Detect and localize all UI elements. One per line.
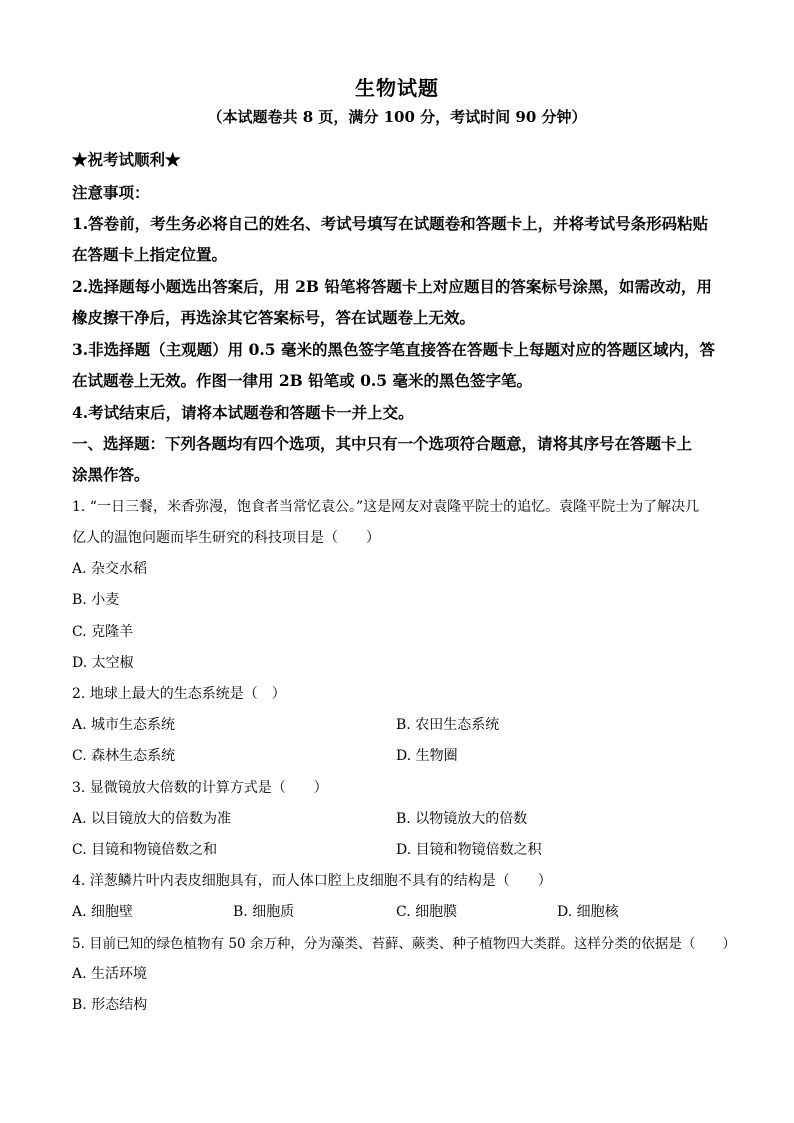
page-title: 生物试题 (355, 76, 439, 100)
question-1-option-c: C. 克隆羊 (72, 624, 134, 640)
question-2-stem: 2. 地球上最大的生态系统是（ ） (72, 686, 286, 702)
question-4-option-c: C. 细胞膜 (396, 904, 458, 920)
question-3-stem: 3. 显微镜放大倍数的计算方式是（ ） (72, 780, 328, 796)
question-4-option-d: D. 细胞核 (557, 904, 619, 920)
note-line: 在试题卷上无效。作图一律用 2B 铅笔或 0.5 毫米的黑色签字笔。 (72, 371, 532, 390)
note-line: 橡皮擦干净后，再选涂其它答案标号，答在试题卷上无效。 (72, 308, 476, 327)
question-1-option-b: B. 小麦 (72, 592, 120, 608)
note-line: 4.考试结束后，请将本试题卷和答题卡一并上交。 (72, 403, 414, 422)
question-5-option-a: A. 生活环境 (72, 966, 148, 982)
exam-info-subtitle: （本试题卷共 8 页，满分 100 分，考试时间 90 分钟） (207, 108, 587, 126)
good-luck-line: ★祝考试顺利★ (72, 150, 181, 169)
note-line: 1.答卷前，考生务必将自己的姓名、考试号填写在试题卷和答题卡上，并将考试号条形码粘贴 (72, 214, 709, 233)
question-2-option-c: C. 森林生态系统 (72, 748, 176, 764)
question-5-option-b: B. 形态结构 (72, 997, 148, 1013)
question-2-option-d: D. 生物圈 (396, 748, 458, 764)
question-3-option-b: B. 以物镜放大的倍数 (396, 811, 528, 827)
question-1-stem-cont: 亿人的温饱问题而毕生研究的科技项目是（ ） (72, 530, 380, 546)
question-4-option-a: A. 细胞壁 (72, 904, 134, 920)
question-2-option-a: A. 城市生态系统 (72, 717, 176, 733)
question-3-option-a: A. 以目镜放大的倍数为准 (72, 811, 232, 827)
note-line: 3.非选择题（主观题）用 0.5 毫米的黑色签字笔直接答在答题卡上每题对应的答题区域内，答 (72, 340, 715, 359)
question-1-stem: 1. “一日三餐，米香弥漫，饱食者当常忆袁公。”这是网友对袁隆平院士的追忆。袁隆平院士为了解决几 (72, 499, 700, 515)
section-heading-cont: 涂黑作答。 (72, 465, 150, 484)
question-4-option-b: B. 细胞质 (233, 904, 295, 920)
section-heading: 一、选择题：下列各题均有四个选项，其中只有一个选项符合题意，请将其序号在答题卡上 (72, 434, 693, 453)
question-5-stem: 5. 目前已知的绿色植物有 50 余万种，分为藻类、苔藓、蕨类、种子植物四大类群。这样分类的依据是（ ） (72, 936, 736, 952)
question-1-option-d: D. 太空椒 (72, 655, 134, 671)
note-line: 2.选择题每小题选出答案后，用 2B 铅笔将答题卡上对应题目的答案标号涂黑，如需改动，用 (72, 277, 712, 296)
notes-heading: 注意事项： (72, 183, 150, 202)
question-3-option-d: D. 目镜和物镜倍数之积 (396, 842, 542, 858)
question-1-option-a: A. 杂交水稻 (72, 561, 148, 577)
note-line: 在答题卡上指定位置。 (72, 245, 228, 264)
question-3-option-c: C. 目镜和物镜倍数之和 (72, 842, 218, 858)
question-4-stem: 4. 洋葱鳞片叶内表皮细胞具有，而人体口腔上皮细胞不具有的结构是（ ） (72, 873, 552, 889)
question-2-option-b: B. 农田生态系统 (396, 717, 500, 733)
